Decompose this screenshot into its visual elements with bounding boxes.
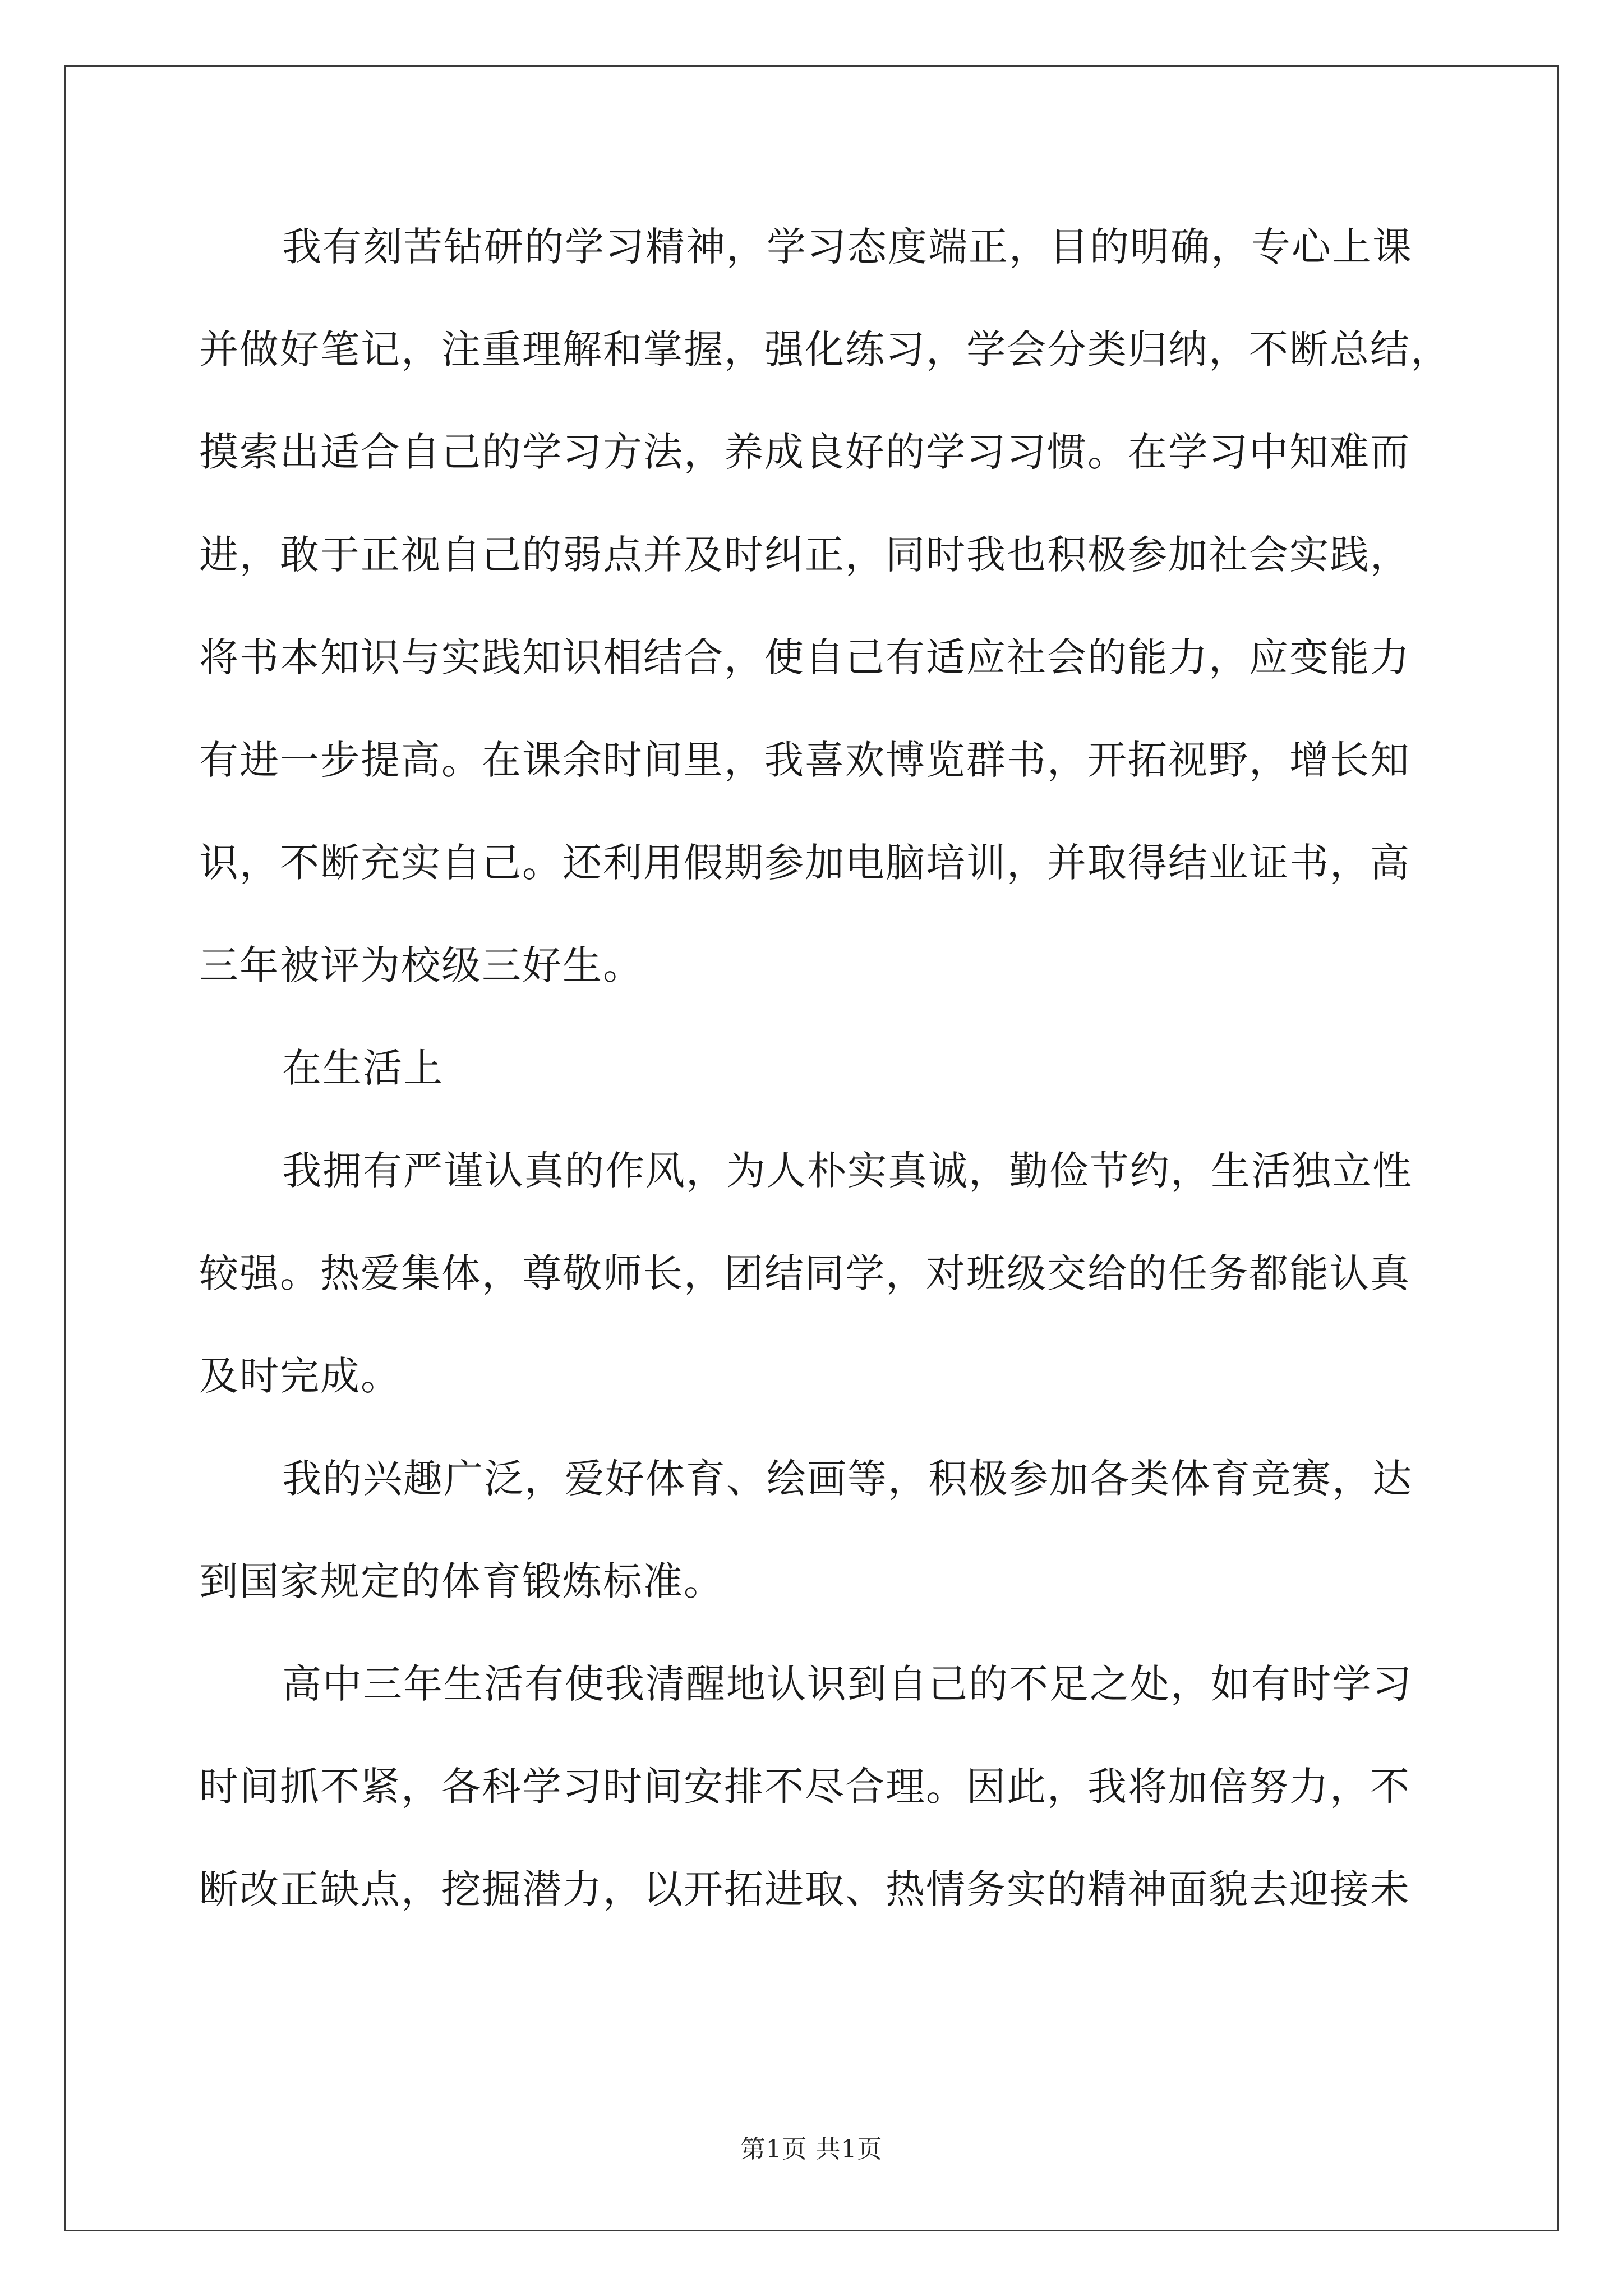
paragraph-line: 三年被评为校级三好生。 [199,942,643,988]
paragraph-line: 摸索出适合自己的学习方法，养成良好的学习习惯。在学习中知难而 [199,429,1410,475]
page-number-footer: 第1页 共1页 [740,2135,883,2164]
paragraph-line: 将书本知识与实践知识相结合，使自己有适应社会的能力，应变能力 [199,634,1410,680]
section-heading: 在生活上 [282,1045,444,1091]
paragraph-line: 我的兴趣广泛，爱好体育、绘画等，积极参加各类体育竞赛，达 [282,1456,1413,1502]
paragraph-line: 及时完成。 [199,1353,401,1399]
paragraph-line: 我有刻苦钻研的学习精神，学习态度端正，目的明确，专心上课 [282,224,1413,270]
paragraph-line: 有进一步提高。在课余时间里，我喜欢博览群书，开拓视野，增长知 [199,737,1410,783]
paragraph-line: 断改正缺点，挖掘潜力，以开拓进取、热情务实的精神面貌去迎接未 [199,1866,1410,1912]
paragraph-line: 并做好笔记，注重理解和掌握，强化练习，学会分类归纳，不断总结， [199,326,1451,372]
paragraph-line: 识，不断充实自己。还利用假期参加电脑培训，并取得结业证书，高 [199,840,1410,886]
paragraph-line: 进，敢于正视自己的弱点并及时纠正，同时我也积极参加社会实践， [199,532,1410,578]
paragraph-line: 时间抓不紧，各科学习时间安排不尽合理。因此，我将加倍努力，不 [199,1764,1410,1810]
paragraph-line: 较强。热爱集体，尊敬师长，团结同学，对班级交给的任务都能认真 [199,1250,1410,1296]
paragraph-line: 高中三年生活有使我清醒地认识到自己的不足之处，如有时学习 [282,1661,1413,1707]
paragraph-line: 我拥有严谨认真的作风，为人朴实真诚，勤俭节约，生活独立性 [282,1148,1413,1194]
paragraph-line: 到国家规定的体育锻炼标准。 [199,1558,724,1604]
